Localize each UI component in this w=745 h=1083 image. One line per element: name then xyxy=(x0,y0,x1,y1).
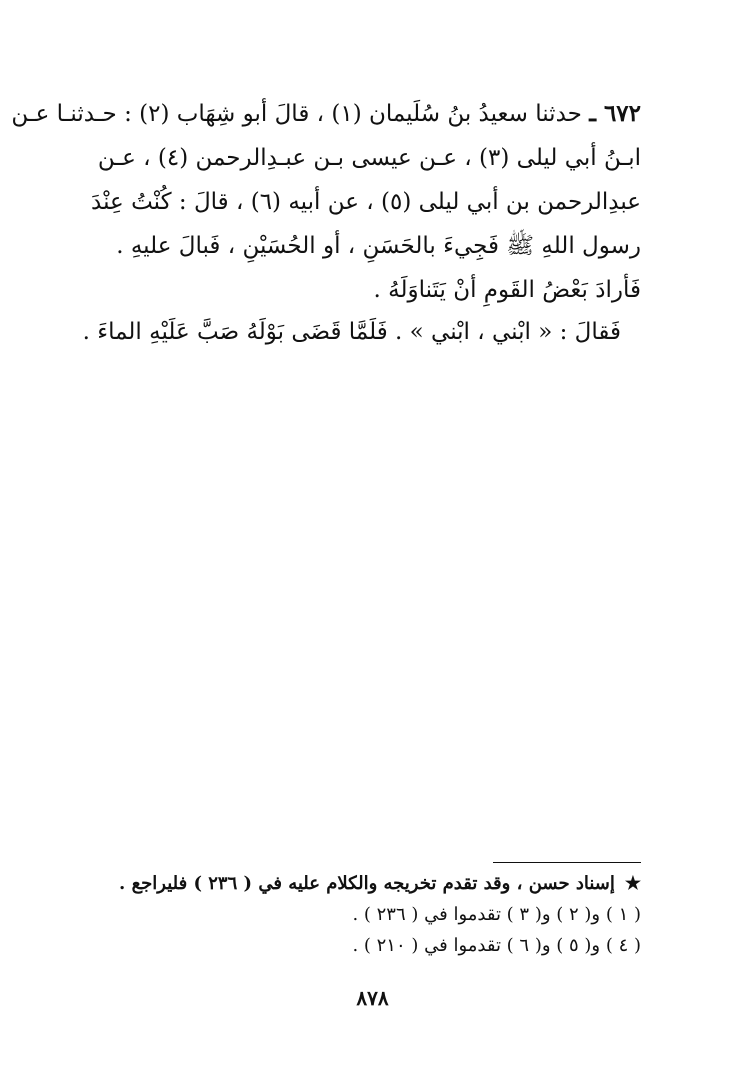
hadith-line: ابـنُ أبي ليلى (٣) ، عـن عيسى بـن عبـدِالرحمن (٤) ، عـن xyxy=(97,145,641,171)
footnote-divider xyxy=(493,862,641,863)
page-number: ٨٧٨ xyxy=(356,986,389,1010)
hadith-line: رسول اللهِ ﷺ فَجِيءَ بالحَسَنِ ، أو الحُسَيْنِ ، فَبالَ عليهِ . xyxy=(116,233,641,259)
hadith-line: عبدِالرحمن بن أبي ليلى (٥) ، عن أبيه (٦) ، قالَ : كُنْتُ عِنْدَ xyxy=(91,189,641,215)
footnote-item: ( ١ ) و( ٢ ) و( ٣ ) تقدموا في ( ٢٣٦ ) . xyxy=(352,904,641,925)
footnote-item: ( ٤ ) و( ٥ ) و( ٦ ) تقدموا في ( ٢١٠ ) . xyxy=(352,935,641,956)
hadith-closing-line: فَقالَ : « ابْني ، ابْني » . فَلَمَّا قَضَى بَوْلَهُ صَبَّ عَلَيْهِ الماءَ . xyxy=(82,319,621,345)
footnotes xyxy=(81,868,641,961)
hadith-line: فَأرادَ بَعْضُ القَومِ أنْ يَتَناوَلَهُ . xyxy=(373,277,641,303)
star-icon: ★ xyxy=(624,873,641,894)
hadith-number: ٦٧٢ ـ xyxy=(589,100,641,127)
hadith-line: ٦٧٢ ـ حدثنا سعيدُ بنُ سُلَيمان (١) ، قالَ أبو شِهَاب (٢) : حـدثنـا عـن xyxy=(11,100,641,127)
hadith-text xyxy=(11,92,641,312)
footnote-star-note: ★إسناد حسن ، وقد تقدم تخريجه والكلام عليه في ( ٢٣٦ ) فليراجع . xyxy=(119,873,641,894)
